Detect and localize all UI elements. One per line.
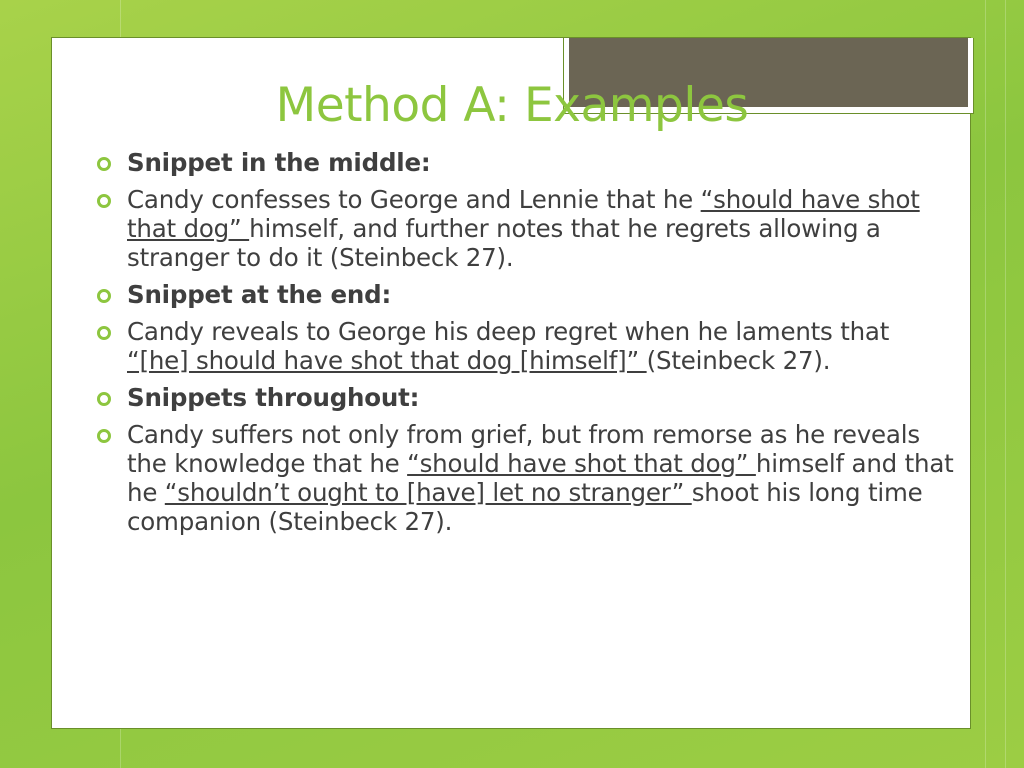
bullet-item [97, 420, 957, 536]
hollow-circle-bullet-icon [97, 157, 111, 171]
bullet-item [97, 148, 957, 177]
bullet-text: Candy reveals to George his deep regret when he laments that [127, 317, 890, 346]
bullet-item [97, 383, 957, 412]
hollow-circle-bullet-icon [97, 194, 111, 208]
bullet-text: (Steinbeck 27). [646, 346, 831, 375]
slide-title: Method A: Examples [275, 78, 749, 133]
bullet-text: shoot his long time companion (Steinbeck 27). [127, 478, 923, 536]
hollow-circle-bullet-icon [97, 289, 111, 303]
bullet-item [97, 185, 957, 272]
bullet-item [97, 317, 957, 375]
hollow-circle-bullet-icon [97, 429, 111, 443]
bullet-text: Snippet in the middle: [127, 148, 431, 177]
bullet-text: Candy confesses to George and Lennie that he [127, 185, 701, 214]
bullet-text: himself and that he [127, 449, 954, 507]
hollow-circle-bullet-icon [97, 392, 111, 406]
quoted-text: “should have shot that dog” [407, 449, 756, 478]
hollow-circle-bullet-icon [97, 326, 111, 340]
bullet-text: Candy suffers not only from grief, but from remorse as he reveals the knowledge that he [127, 420, 920, 478]
bullet-text: himself, and further notes that he regrets allowing a stranger to do it (Steinbeck 27). [127, 214, 881, 272]
bullet-text: Snippets throughout: [127, 383, 420, 412]
quoted-text: “[he] should have shot that dog [himself]” [127, 346, 647, 375]
bullet-list [97, 148, 957, 544]
bullet-text: Snippet at the end: [127, 280, 392, 309]
bullet-item [97, 280, 957, 309]
quoted-text: “shouldn’t ought to [have] let no stranger” [164, 478, 692, 507]
quoted-text: “should have shot that dog” [127, 185, 920, 243]
